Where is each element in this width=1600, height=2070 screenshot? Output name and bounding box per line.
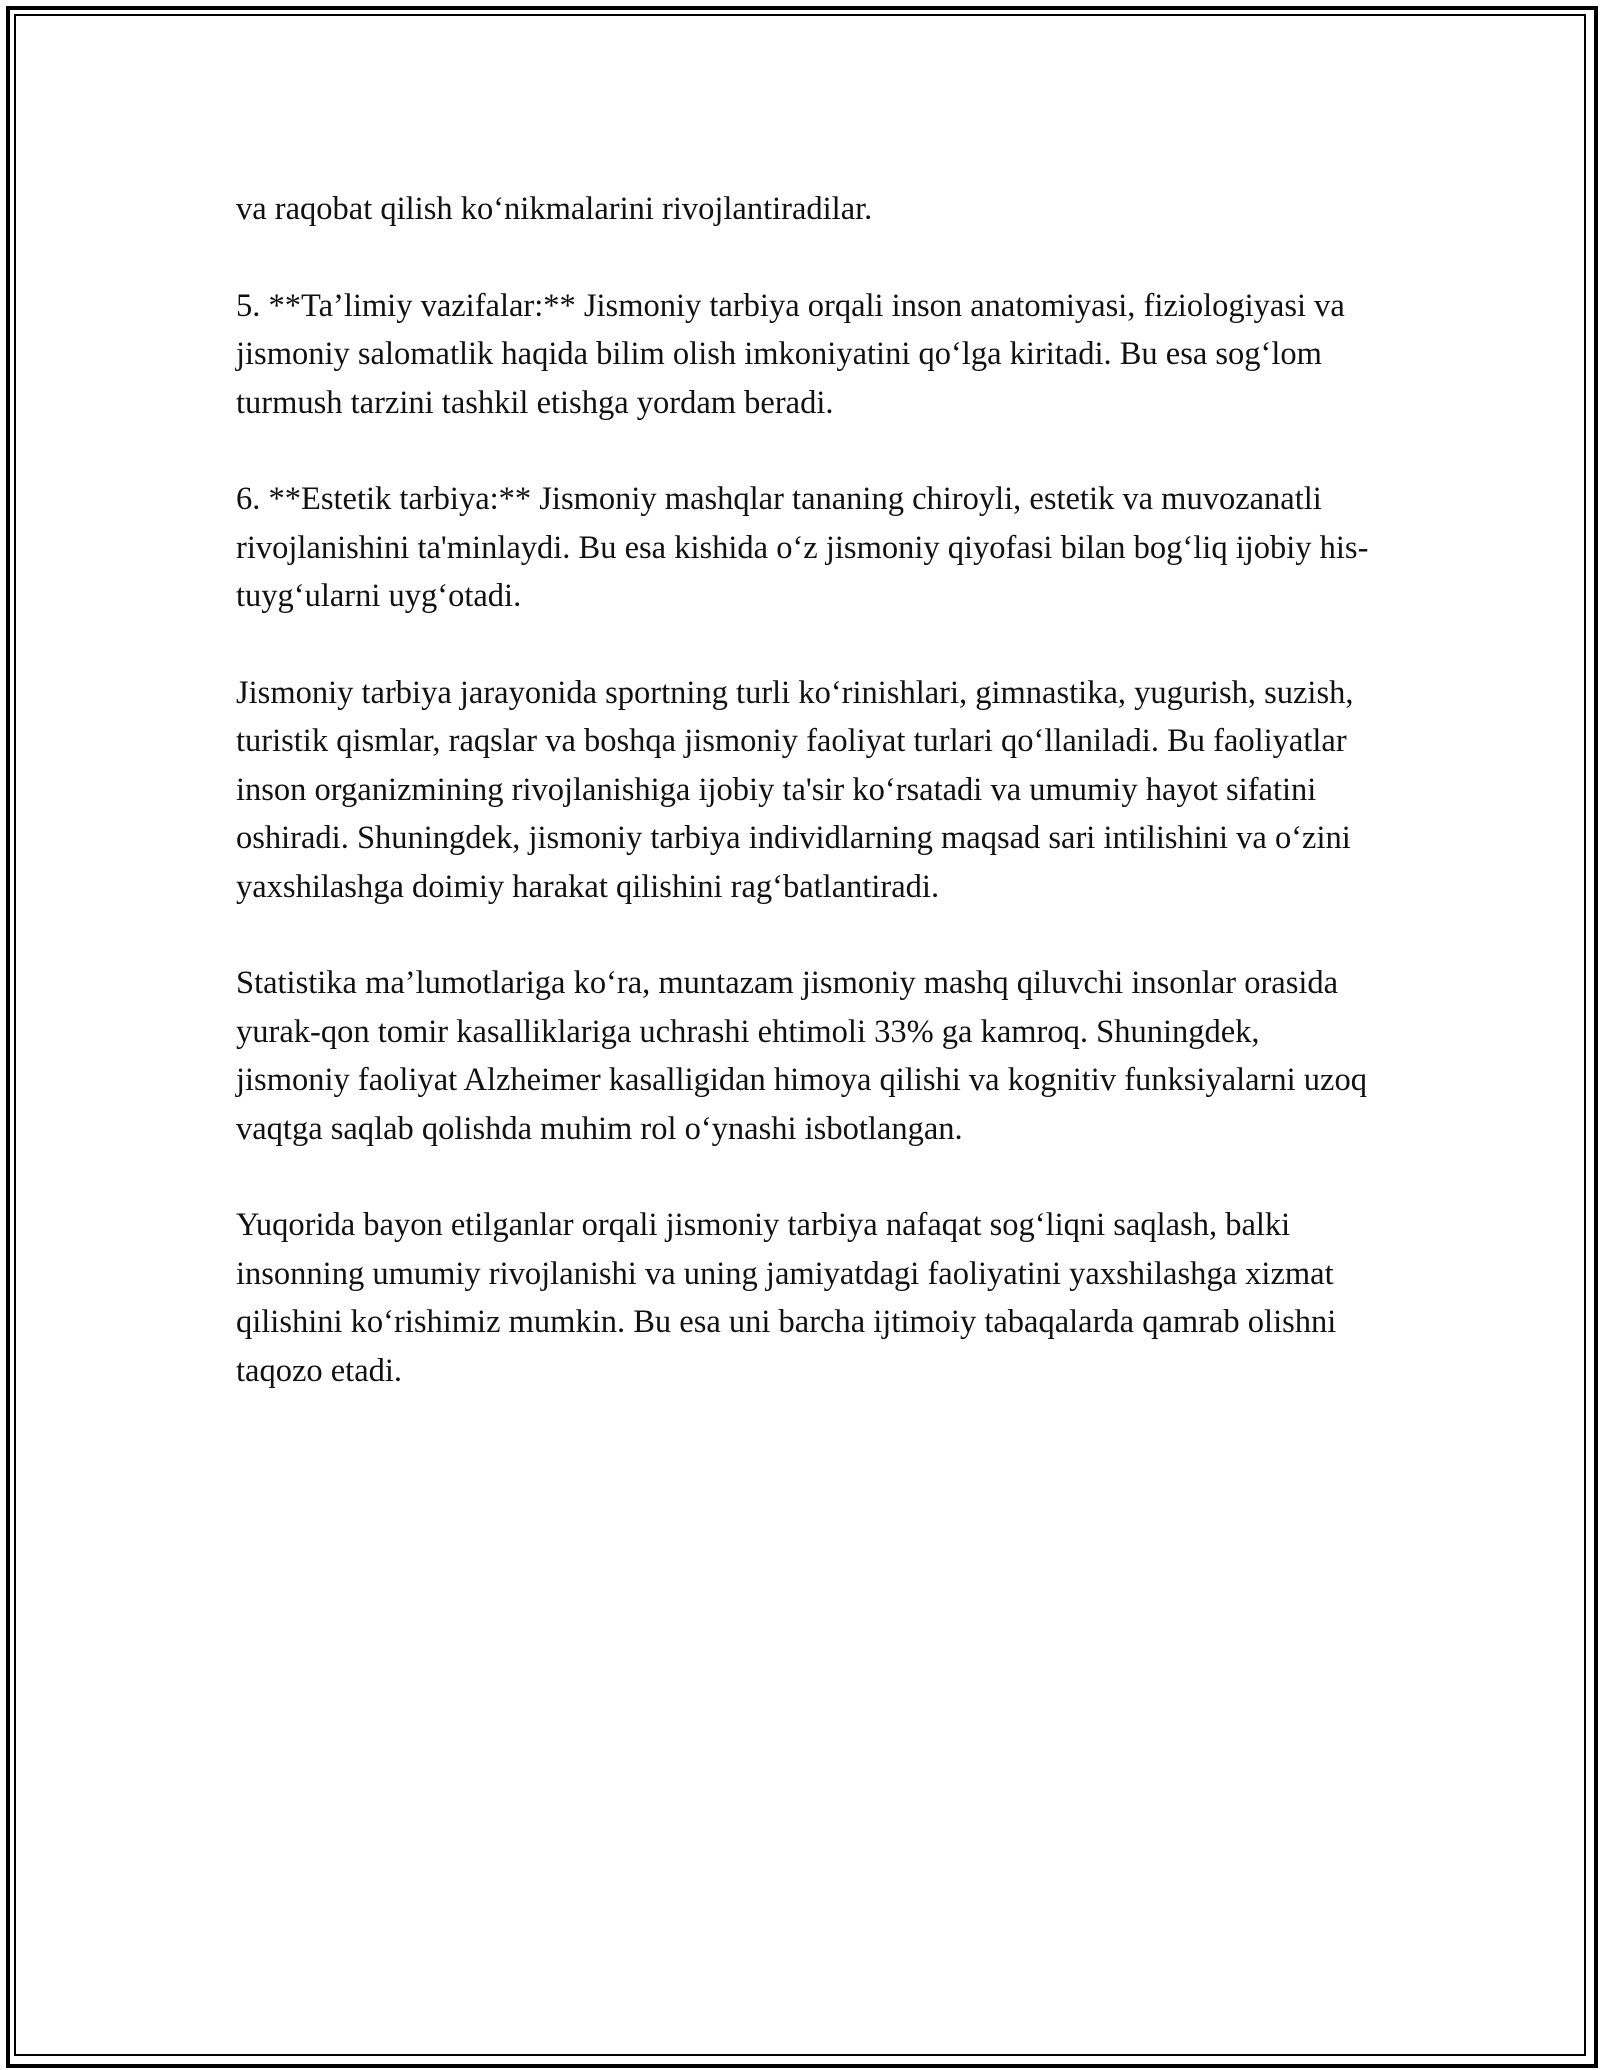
paragraph-activity-types: Jismoniy tarbiya jarayonida sportning turli ko‘rinishlari, gimnastika, yugurish, suzish, turistik qismlar, raqslar va boshqa jismoniy faoliyat turlari qo‘llaniladi. Bu faoliyatlar inson organizmining rivojlanishiga ijobiy ta'sir ko‘rsatadi va umumiy hayot sifatini oshiradi. Shuningdek, jismoniy tarbiya individlarning maqsad sari intilishini va o‘zini yaxshilashga doimiy harakat qilishini rag‘batlantiradi.	[236, 675, 1354, 905]
paragraph-educational-tasks: 5. **Ta’limiy vazifalar:** Jismoniy tarbiya orqali inson anatomiyasi, fiziologiyasi va jismoniy salomatlik haqida bilim olish imkoniyatini qo‘lga kiritadi. Bu esa sog‘lom turmush tarzini tashkil etishga yordam beradi.	[236, 287, 1345, 421]
document-body	[236, 185, 1376, 1443]
paragraph-aesthetic-education: 6. **Estetik tarbiya:** Jismoniy mashqlar tananing chiroyli, estetik va muvozanatli rivojlanishini ta'minlaydi. Bu esa kishida o‘z jismoniy qiyofasi bilan bog‘liq ijobiy his-tuyg‘ularni uyg‘otadi.	[236, 481, 1369, 615]
paragraph-statistics: Statistika ma’lumotlariga ko‘ra, muntazam jismoniy mashq qiluvchi insonlar orasida yurak-qon tomir kasalliklariga uchrashi ehtimoli 33% ga kamroq. Shuningdek, jismoniy faoliyat Alzheimer kasalligidan himoya qilishi va kognitiv funksiyalarni uzoq vaqtga saqlab qolishda muhim rol o‘ynashi isbotlangan.	[236, 965, 1367, 1147]
paragraph-conclusion: Yuqorida bayon etilganlar orqali jismoniy tarbiya nafaqat sog‘liqni saqlash, balki insonning umumiy rivojlanishi va uning jamiyatdagi faoliyatini yaxshilashga xizmat qilishini ko‘rishimiz mumkin. Bu esa uni barcha ijtimoiy tabaqalarda qamrab olishni taqozo etadi.	[236, 1207, 1337, 1389]
paragraph-continuation: va raqobat qilish ko‘nikmalarini rivojlantiradilar.	[236, 191, 873, 227]
